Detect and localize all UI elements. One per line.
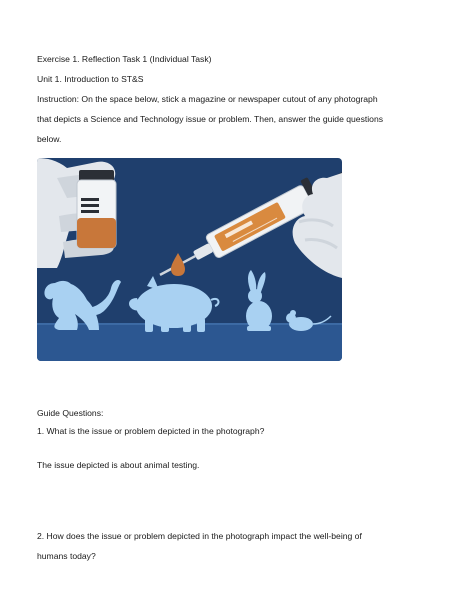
- answer-1: The issue depicted is about animal testing.: [37, 460, 200, 470]
- unit-title: Unit 1. Introduction to ST&S: [37, 74, 144, 84]
- guide-questions-heading: Guide Questions:: [37, 408, 104, 418]
- animal-testing-illustration: [37, 158, 342, 361]
- instruction-line-2: that depicts a Science and Technology issue or problem. Then, answer the guide questions: [37, 114, 384, 124]
- question-2-line-1: 2. How does the issue or problem depicted in the photograph impact the well-being of: [37, 531, 362, 541]
- question-1: 1. What is the issue or problem depicted in the photograph?: [37, 426, 265, 436]
- question-2-line-2: humans today?: [37, 551, 96, 561]
- instruction-line-3: below.: [37, 134, 62, 144]
- instruction-line-1: Instruction: On the space below, stick a magazine or newspaper cutout of any photograph: [37, 94, 378, 104]
- exercise-title: Exercise 1. Reflection Task 1 (Individual Task): [37, 54, 212, 64]
- vial-icon: [77, 170, 116, 248]
